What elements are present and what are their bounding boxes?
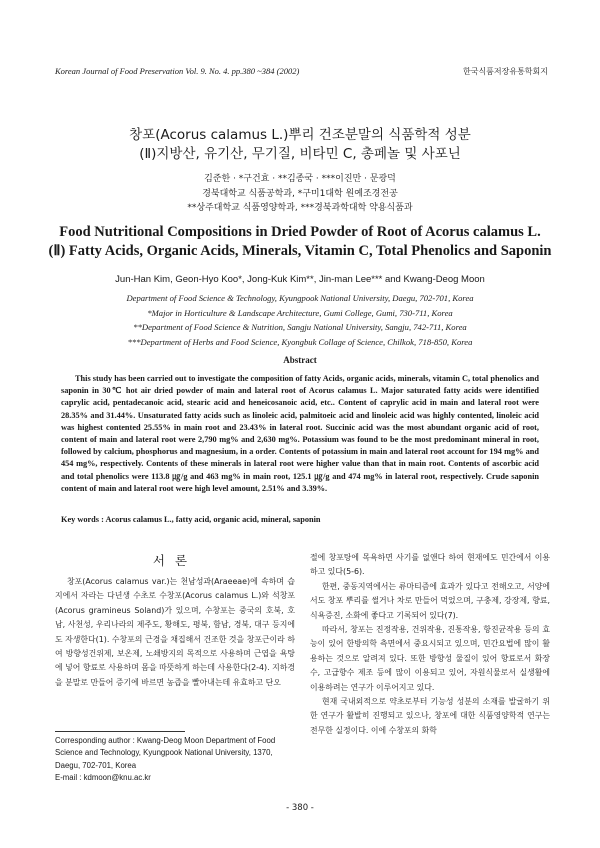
body-paragraph: 창포(Acorus calamus var.)는 천남성과(Araeeae)에 속하며 습지에서 자라는 다년생 수초로 수창포(Acorus calamus L.)와 석창포(Acorus gramineus Soland)가 있으며, 수창포는 중국의 호북, 호남, 사천성, 우리나라의 제주도, 황해도, 평북, 함남, 경북, 대구 등지에도 자생한다(1). 수창포의 근경을 채집해서 건조한 것을 창포근이라 하여 방향성건위제, 보온제, 노쇄방지의 목적으로 사용하며 근엽을 욕탕에 넣어 향료로 사용하며 몸을 따뜻하게 하는데 사용한다(2-4). 지하경을 분말로 만들어 증기에 바르면 농즙을 빨아내는데 유효하고 단오 — [55, 577, 295, 687]
korean-authors: 김준한 · *구건효 · **김종국 · ***이진만 · 문광덕 — [204, 174, 396, 184]
society-name: 한국식품저장유통학회지 — [462, 67, 548, 76]
korean-affiliation-line-2: **상주대학교 식품영양학과, ***경북과학대학 약용식품과 — [187, 203, 413, 213]
page-number: - 380 - — [286, 803, 314, 813]
body-paragraph: 한편, 중동지역에서는 류마티즘에 효과가 있다고 전해오고, 서양에서도 창포 뿌리를 썰거나 차로 만들어 먹었으며, 구충제, 강장제, 향료, 식욕증진, 소화에 좋다고 기록되어 있다(7). — [310, 581, 550, 620]
correspondence-line-1: Corresponding author : Kwang-Deog Moon Department of Food — [55, 736, 276, 745]
english-affiliation-1: Department of Food Science & Technology, Kyungpook National University, Daegu, 702-701, Korea — [126, 293, 474, 303]
english-affiliation-4: ***Department of Herbs and Food Science, Kyongbuk Collage of Science, Chilkok, 718-850, Korea — [127, 336, 473, 347]
abstract-heading: Abstract — [283, 355, 317, 365]
english-affiliation-3: **Department of Food Science & Nutrition, Sangju National University, Sangju, 742-711, Korea — [133, 322, 467, 332]
body-column-right — [310, 551, 550, 738]
body-paragraph: 따라서, 창포는 진정작용, 건위작용, 진통작용, 항진균작용 등의 효능이 있어 한방의학 측면에서 중요시되고 있으며, 민간요법에 많이 활용하는 것으로 알려져 있다. 또한 방향성 물질이 있어 향료로서 화장수, 고급향수 제조 등에 많이 이용되고 있어, 자원식물로서 실생활에 이용하려는 연구가 이루어지고 있다. — [310, 625, 550, 692]
section-title-introduction: 서론 — [152, 553, 198, 568]
korean-affiliation-line-1: 경북대학교 식품공학과, *구미1대학 원예조경전공 — [202, 189, 398, 199]
correspondence-email: E-mail : kdmoon@knu.ac.kr — [55, 772, 151, 782]
english-authors: Jun-Han Kim, Geon-Hyo Koo*, Jong-Kuk Kim**, Jin-man Lee*** and Kwang-Deog Moon — [115, 274, 485, 285]
abstract-text: This study has been carried out to investigate the composition of fatty Acids, organic acids, minerals, vitamin C, total phenolics and saponin in 30℃ hot air dried powder of main and lateral root of Acorus calamus L. Major saturated fatty acids were identified caprylic acid, pentadecanoic acid, stearic acid and heneicosanoic acid, etc.. Content of caprylic acid in main and lateral root were 28.35% and 31.44%. Unsaturated fatty acids such as linoleic acid, palmitoeic acid and linoleic acid was highly contented, linoleic acid was highest contented 25.55% in main root and 23.43% in lateral root. Succinic acid was the most abundant organic acid of root, content of main and lateral root were 2,790 mg% and 2,630 mg%. Potassium was found to be the most predominant mineral in root, followed by calcium, phosphorus and magnesium, in a order. Contents of potassium in main and lateral root account for 194 mg% and 454 mg%, respectively. Contents of these minerals in lateral root were higher value than that in main root. Contents of ascorbic acid and total phenolics were 113.8 ㎍/g and 463 mg% in main root, 125.1 ㎍/g and 474 mg% in lateral root, respectively. Crude saponin content of main and lateral root were high level amount, 2.51% and 3.39%. — [61, 374, 539, 493]
english-title-line-1: Food Nutritional Compositions in Dried Powder of Root of Acorus calamus L. — [59, 224, 541, 240]
keywords: Key words : Acorus calamus L., fatty acid, organic acid, mineral, saponin — [61, 515, 321, 524]
body-paragraph: 절에 창포탕에 목욕하면 사기를 없앤다 하여 현재에도 민간에서 이용하고 있다(5-6). — [310, 553, 550, 577]
english-affiliation-2: *Major in Horticulture & Landscape Architecture, Gumi College, Gumi, 730-711, Korea — [147, 307, 453, 318]
english-title-line-2: (Ⅱ) Fatty Acids, Organic Acids, Minerals, Vitamin C, Total Phenolics and Saponin — [48, 243, 552, 259]
footnote-divider — [55, 731, 185, 732]
journal-citation: Korean Journal of Food Preservation Vol. 9. No. 4. pp.380 ~384 (2002) — [55, 66, 300, 76]
body-column-left — [55, 575, 295, 690]
korean-title-line-2: (Ⅱ)지방산, 유기산, 무기질, 비타민 C, 총페놀 및 사포닌 — [139, 146, 461, 162]
correspondence-line-2: Science and Technology, Kyungpook National University, 1370, — [55, 748, 273, 758]
korean-title-line-1: 창포(Acorus calamus L.)뿌리 건조분말의 식품학적 성분 — [129, 127, 471, 143]
correspondence-footnote — [55, 735, 300, 784]
body-paragraph: 현재 국내외적으로 약초로부터 기능성 성분의 소재를 발굴하기 위한 연구가 활발히 진행되고 있으나, 창포에 대한 식품영양학적 연구는 전무한 실정이다. 이에 수창포의 화학 — [310, 697, 550, 735]
correspondence-line-3: Daegu, 702-701, Korea — [55, 760, 137, 770]
